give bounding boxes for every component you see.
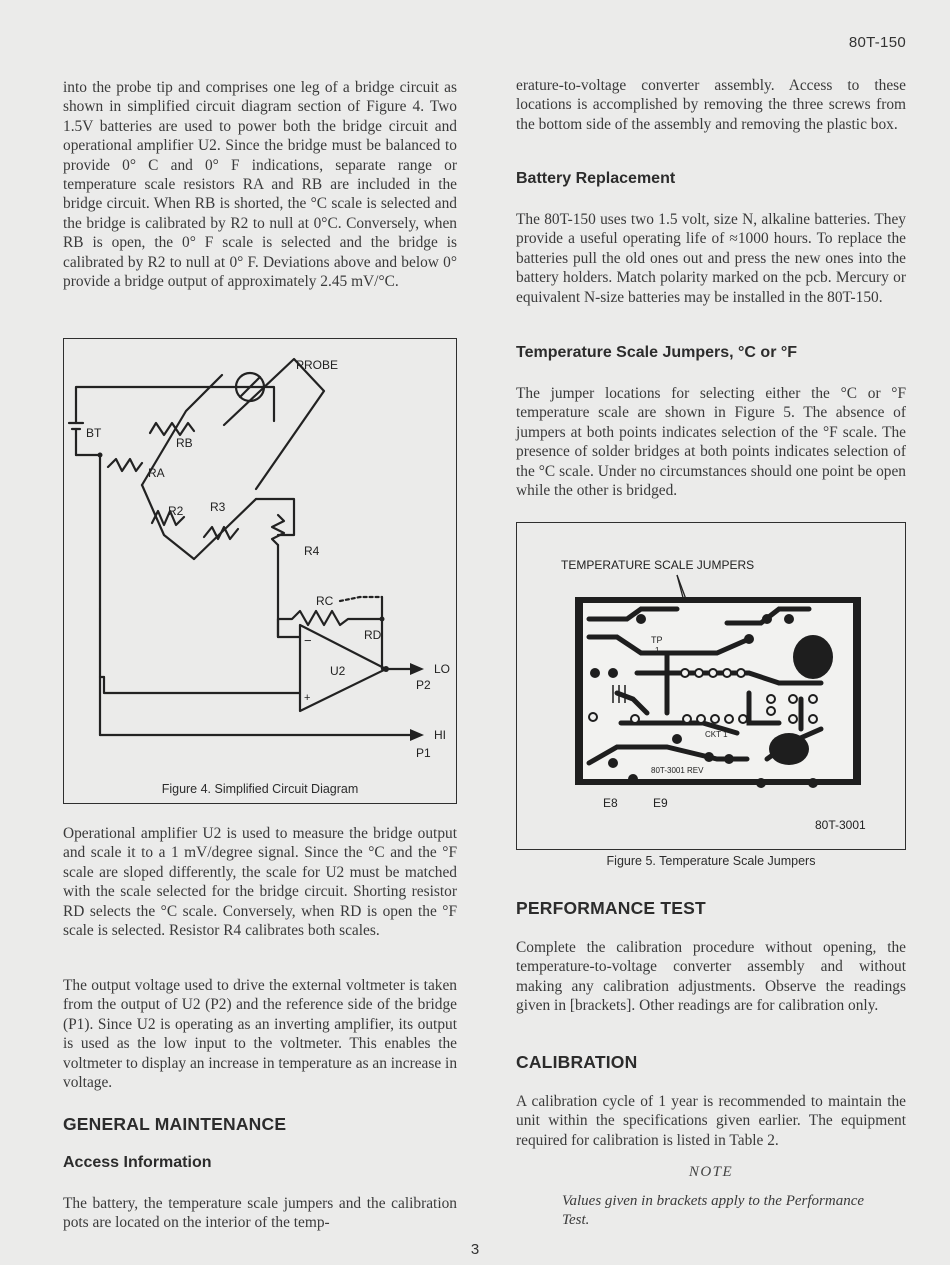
page-number: 3 (470, 1241, 480, 1258)
performance-paragraph: Complete the calibration procedure without opening, the temperature-to-voltage converter assembly and without making any calibration adjustments. Observe the readings given in [brackets]. Other readings are for calibration only. (516, 939, 906, 1015)
access-continued-paragraph: erature-to-voltage converter assembly. Access to these locations is accomplished by removing the three screws from the bottom side of the assembly and removing the plastic box. (516, 77, 906, 133)
figure-5-caption: Figure 5. Temperature Scale Jumpers (606, 854, 816, 868)
access-paragraph: The battery, the temperature scale jumpers and the calibration pots are located on the interior of the temp- (63, 1195, 457, 1232)
note-title: NOTE (688, 1164, 734, 1180)
r4-label: R4 (304, 544, 320, 558)
tp-number: 1 (655, 646, 660, 655)
performance-test-heading: PERFORMANCE TEST (516, 898, 706, 918)
circuit-diagram (64, 339, 456, 803)
lo-label: LO (434, 662, 451, 676)
plus-input-label: + (304, 692, 311, 704)
rb-label: RB (176, 436, 193, 450)
tp-label: TP (651, 635, 663, 645)
jumpers-paragraph: The jumper locations for selecting either the °C or °F temperature scale are shown in Figure 5. The absence of jumpers at both points indicates selection of the °F scale. The presence of solder bridges at both points indicates selection of the °C scale. Under no circumstances should one point be open while the other is bridged. (516, 385, 906, 500)
note-body: Values given in brackets apply to the Performance Test. (562, 1193, 865, 1229)
figure-5-box (516, 522, 906, 850)
e9-label: E9 (653, 796, 668, 810)
p2-label: P2 (416, 678, 431, 692)
figure-4-caption: Figure 4. Simplified Circuit Diagram (161, 782, 359, 796)
page-header-model: 80T-150 (848, 34, 906, 51)
board-id-label: 80T-3001 (815, 818, 866, 832)
rd-label: RD (364, 628, 382, 642)
battery-paragraph: The 80T-150 uses two 1.5 volt, size N, alkaline batteries. They provide a useful operating life of ≈1000 hours. To replace the batteries pull the old ones out and press the new ones into the battery holders. Match polarity marked on the pcb. Mercury or equivalent N-size batteries may be installed in the 80T-150. (516, 211, 906, 306)
battery-replacement-heading: Battery Replacement (516, 170, 676, 187)
output-voltage-paragraph: The output voltage used to drive the external voltmeter is taken from the output of U2 (P2) and the reference side of the bridge (P1). Since U2 is operating as an inverting amplifier, its output is used as the low input to the voltmeter. This enables the voltmeter to display an increase in temperature as an increase in voltage. (63, 977, 458, 1092)
jumpers-heading: Temperature Scale Jumpers, °C or °F (516, 344, 798, 361)
ra-label: RA (148, 466, 165, 480)
r3-label: R3 (210, 500, 226, 514)
p1-label: P1 (416, 746, 431, 760)
ckt-label: CKT 1 (705, 730, 728, 739)
bt-label: BT (86, 426, 102, 440)
access-information-heading: Access Information (63, 1154, 212, 1171)
general-maintenance-heading: GENERAL MAINTENANCE (63, 1114, 287, 1134)
calibration-paragraph: A calibration cycle of 1 year is recommended to maintain the unit within the specifications given earlier. The equipment required for calibration is listed in Table 2. (516, 1093, 906, 1149)
bridge-description-paragraph: into the probe tip and comprises one leg of a bridge circuit as shown in simplified circuit diagram section of Figure 4. Two 1.5V batteries are used to power both the bridge circuit and operational amplifier U2. Since the bridge must be balanced to provide 0° C and 0° F indications, separate range or temperature scale resistors RA and RB are included in the bridge circuit. When RB is shorted, the °C scale is selected and the bridge is calibrated by R2 to null at 0°C. Conversely, when RB is open, the 0° F scale is selected and the bridge is calibrated by R2 to null at 0° F. Deviations above and below 0° provide a bridge output of approximately 2.45 mV/°C. (63, 79, 457, 291)
minus-input-label: − (304, 633, 312, 648)
op-amp-paragraph: Operational amplifier U2 is used to measure the bridge output and scale it to a 1 mV/degree signal. Since the °C and the °F scale are sloped differently, the scale for U2 must be matched with the scale selected for the bridge circuit. Shorting resistor RD selects the °C scale. Conversely, when RD is open the °F scale is selected. Resistor R4 calibrates both scales. (63, 825, 457, 940)
calibration-heading: CALIBRATION (516, 1052, 638, 1072)
rc-label: RC (316, 594, 334, 608)
figure-4-box (63, 338, 457, 804)
pcb-diagram (517, 523, 905, 849)
jumpers-title: TEMPERATURE SCALE JUMPERS (561, 558, 755, 572)
r2-label: R2 (168, 504, 184, 518)
probe-label: PROBE (296, 358, 339, 372)
u2-label: U2 (330, 664, 346, 678)
hi-label: HI (434, 728, 446, 742)
e8-label: E8 (603, 796, 618, 810)
board-silkscreen: 80T-3001 REV (651, 766, 704, 775)
